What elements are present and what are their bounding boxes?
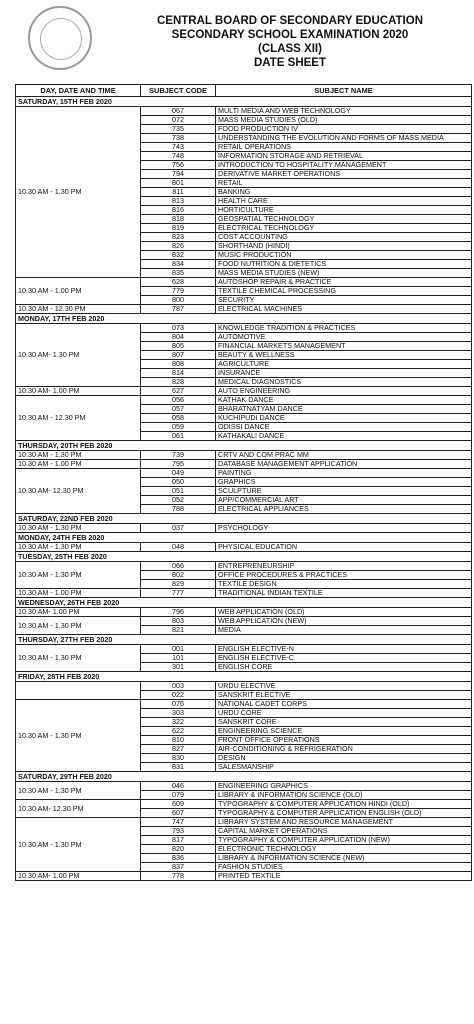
subject-name: PSYCHOLOGY [216,524,472,533]
table-row [16,645,472,654]
subject-code: 803 [141,617,216,626]
table-row [16,782,472,791]
subject-name: DERIVATIVE MARKET OPERATIONS [216,170,472,179]
subject-name: ENGINEERING GRAPHICS [216,782,472,791]
table-header-row [16,85,472,97]
exam-time: 10.30 AM - 1.30 PM [16,562,141,589]
subject-name: OFFICE PROCEDURES & PRACTICES [216,571,472,580]
subject-code: 048 [141,543,216,552]
table-row [16,469,472,478]
subject-code: 301 [141,663,216,672]
subject-name: ENGLISH ELECTIVE-N [216,645,472,654]
subject-code: 813 [141,197,216,206]
exam-time: 10.30 AM - 1.30 PM [16,700,141,772]
subject-code: 101 [141,654,216,663]
subject-code: 073 [141,324,216,333]
subject-name: URDU CORE [216,709,472,718]
subject-name: DESIGN [216,754,472,763]
subject-code: 003 [141,682,216,691]
subject-code: 802 [141,571,216,580]
subject-name: TEXTILE CHEMICAL PROCESSING [216,287,472,296]
subject-name: PAINTING [216,469,472,478]
table-row [16,387,472,396]
subject-code: 814 [141,369,216,378]
subject-name: LIBRARY & INFORMATION SCIENCE (OLD) [216,791,472,800]
exam-time: 10.30 AM- 1.00 PM [16,872,141,881]
subject-code: 793 [141,827,216,836]
exam-time: 10.30 AM - 12.30 PM [16,305,141,314]
exam-time: 10.30 AM - 1.30 PM [16,524,141,533]
subject-code: 743 [141,143,216,152]
subject-name: CRTV AND COM PRAC MM [216,451,472,460]
subject-name: WEB APPLICATION (OLD) [216,608,472,617]
day-header-row [16,552,472,562]
day-label: THURSDAY, 27TH FEB 2020 [16,635,472,645]
subject-code: 735 [141,125,216,134]
subject-name: BEAUTY & WELLNESS [216,351,472,360]
subject-name: BHARATNATYAM DANCE [216,405,472,414]
subject-name: LIBRARY & INFORMATION SCIENCE (NEW) [216,854,472,863]
day-header-row [16,772,472,782]
table-row [16,543,472,552]
table-row [16,396,472,405]
subject-code: 817 [141,836,216,845]
table-row [16,617,472,626]
subject-name: ELECTRICAL MACHINES [216,305,472,314]
subject-code: 828 [141,378,216,387]
subject-name: LIBRARY SYSTEM AND RESOURCE MANAGEMENT [216,818,472,827]
subject-code: 322 [141,718,216,727]
subject-code: 076 [141,700,216,709]
exam-time: 10.30 AM - 1.00 PM [16,278,141,305]
subject-name: MEDIA [216,626,472,635]
subject-name: SANSKRIT ELECTIVE [216,691,472,700]
subject-code: 819 [141,224,216,233]
exam-time: 10.30 AM- 1.00 PM [16,387,141,396]
table-row [16,608,472,617]
subject-name: INTRODUCTION TO HOSPITALITY MANAGEMENT [216,161,472,170]
subject-name: ODISSI DANCE [216,423,472,432]
subject-code: 794 [141,170,216,179]
subject-name: INFORMATION STORAGE AND RETRIEVAL [216,152,472,161]
exam-time: 10.30 AM - 1.30 PM [16,107,141,278]
subject-name: MEDICAL DIAGNOSTICS [216,378,472,387]
subject-name: PHYSICAL EDUCATION [216,543,472,552]
subject-code: 627 [141,387,216,396]
subject-code: 079 [141,791,216,800]
subject-code: 831 [141,763,216,772]
subject-code: 609 [141,800,216,809]
subject-code: 810 [141,736,216,745]
day-label: TUESDAY, 25TH FEB 2020 [16,552,472,562]
subject-name: HORTICULTURE [216,206,472,215]
exam-time: 10.30 AM - 1.00 PM [16,589,141,598]
subject-name: MASS MEDIA STUDIES (OLD) [216,116,472,125]
table-row [16,589,472,598]
subject-name: DATABASE MANAGEMENT APPLICATION [216,460,472,469]
subject-name: TYPOGRAPHY & COMPUTER APPLICATION HINDI (OLD) [216,800,472,809]
subject-name: SANSKRIT CORE [216,718,472,727]
exam-time: 10.30 AM- 1.00 PM [16,608,141,617]
day-header-row [16,441,472,451]
subject-code: 057 [141,405,216,414]
exam-time: 10.30 AM - 1.30 PM [16,818,141,872]
table-row [16,800,472,809]
cbse-seal-icon [28,6,92,70]
exam-time: 10.30 AM - 1.30 PM [16,451,141,460]
column-header-subject: SUBJECT NAME [216,85,472,97]
subject-name: MASS MEDIA STUDIES (NEW) [216,269,472,278]
subject-name: MULTI MEDIA AND WEB TECHNOLOGY [216,107,472,116]
subject-name: TYPOGRAPHY & COMPUTER APPLICATION (NEW) [216,836,472,845]
subject-name: UNDERSTANDING THE EVOLUTION AND FORMS OF MASS MEDIA [216,134,472,143]
subject-code: 628 [141,278,216,287]
subject-name: APP/COMMERCIAL ART [216,496,472,505]
subject-name: INSURANCE [216,369,472,378]
subject-code: 072 [141,116,216,125]
table-row [16,700,472,709]
subject-code: 066 [141,562,216,571]
exam-time: 10.30 AM- 12.30 PM [16,469,141,514]
subject-code: 001 [141,645,216,654]
day-label: SATURDAY, 29TH FEB 2020 [16,772,472,782]
subject-code: 056 [141,396,216,405]
subject-code: 821 [141,626,216,635]
subject-name: ELECTRICAL APPLIANCES [216,505,472,514]
subject-name: TEXTILE DESIGN [216,580,472,589]
subject-name: RETAIL OPERATIONS [216,143,472,152]
subject-code: 816 [141,206,216,215]
subject-code: 832 [141,251,216,260]
exam-time: 10.30 AM - 12.30 PM [16,396,141,441]
subject-name: FOOD PRODUCTION IV [216,125,472,134]
subject-code: 779 [141,287,216,296]
subject-code: 830 [141,754,216,763]
subject-name: AUTOSHOP REPAIR & PRACTICE [216,278,472,287]
title-line-1: CENTRAL BOARD OF SECONDARY EDUCATION [157,15,423,27]
exam-time: 10.30 AM- 12.30 PM [16,800,141,818]
subject-code: 829 [141,580,216,589]
table-row [16,305,472,314]
subject-name: BANKING [216,188,472,197]
table-row [16,460,472,469]
day-label: FRIDAY, 28TH FEB 2020 [16,672,472,682]
subject-code: 046 [141,782,216,791]
subject-name: SALESMANSHIP [216,763,472,772]
exam-time: 10.30 AM - 1.00 PM [16,460,141,469]
subject-code: 777 [141,589,216,598]
subject-name: ENTREPRENEURSHIP [216,562,472,571]
day-header-row [16,97,472,107]
table-row [16,818,472,827]
subject-code: 836 [141,854,216,863]
subject-name: KNOWLEDGE TRADITION & PRACTICES [216,324,472,333]
column-header-code: SUBJECT CODE [141,85,216,97]
subject-name: RETAIL [216,179,472,188]
exam-time: 10.30 AM - 1.30 PM [16,543,141,552]
day-label: MONDAY, 17TH FEB 2020 [16,314,472,324]
day-header-row [16,635,472,645]
subject-code: 778 [141,872,216,881]
table-row [16,682,472,691]
subject-name: KATHAKALI DANCE [216,432,472,441]
subject-name: NATIONAL CADET CORPS [216,700,472,709]
document-header [0,0,474,80]
subject-code: 037 [141,524,216,533]
subject-code: 067 [141,107,216,116]
day-label: MONDAY, 24TH FEB 2020 [16,533,472,543]
subject-code: 826 [141,242,216,251]
subject-code: 303 [141,709,216,718]
subject-name: WEB APPLICATION (NEW) [216,617,472,626]
subject-name: FRONT OFFICE OPERATIONS [216,736,472,745]
title-line-3: (CLASS XII) [258,43,322,55]
subject-name: MUSIC PRODUCTION [216,251,472,260]
subject-name: GRAPHICS [216,478,472,487]
day-header-row [16,514,472,524]
subject-code: 756 [141,161,216,170]
subject-name: SHORTHAND (HINDI) [216,242,472,251]
subject-code: 052 [141,496,216,505]
subject-name: FOOD NUTRITION & DIETETICS [216,260,472,269]
subject-code: 050 [141,478,216,487]
day-header-row [16,598,472,608]
subject-name: AUTOMOTIVE [216,333,472,342]
table-row [16,524,472,533]
subject-name: CAPITAL MARKET OPERATIONS [216,827,472,836]
subject-code: 738 [141,134,216,143]
subject-name: GEOSPATIAL TECHNOLOGY [216,215,472,224]
subject-code: 051 [141,487,216,496]
subject-code: 835 [141,269,216,278]
title-line-4: DATE SHEET [254,57,326,69]
subject-name: COST ACCOUNTING [216,233,472,242]
subject-name: HEALTH CARE [216,197,472,206]
day-header-row [16,672,472,682]
subject-code: 748 [141,152,216,161]
subject-code: 804 [141,333,216,342]
subject-name: ENGLISH CORE [216,663,472,672]
exam-time: 10.30 AM - 1.30 PM [16,617,141,635]
subject-code: 061 [141,432,216,441]
exam-time: 10.30 AM- 1.30 PM [16,324,141,387]
subject-code: 807 [141,351,216,360]
subject-name: ELECTRICAL TECHNOLOGY [216,224,472,233]
subject-code: 747 [141,818,216,827]
subject-name: AGRICULTURE [216,360,472,369]
subject-name: SCULPTURE [216,487,472,496]
subject-code: 622 [141,727,216,736]
table-row [16,562,472,571]
subject-code: 022 [141,691,216,700]
subject-name: AUTO ENGINEERING [216,387,472,396]
table-row [16,278,472,287]
subject-name: ENGINEERING SCIENCE [216,727,472,736]
subject-code: 607 [141,809,216,818]
date-sheet-body [16,97,472,881]
table-row [16,872,472,881]
subject-code: 049 [141,469,216,478]
subject-code: 823 [141,233,216,242]
subject-code: 795 [141,460,216,469]
subject-name: FASHION STUDIES [216,863,472,872]
day-header-row [16,533,472,543]
subject-code: 796 [141,608,216,617]
subject-code: 788 [141,505,216,514]
table-row [16,107,472,116]
subject-name: KUCHIPUDI DANCE [216,414,472,423]
day-label: SATURDAY, 15TH FEB 2020 [16,97,472,107]
exam-time: 10.30 AM - 1.30 PM [16,645,141,672]
subject-name: FINANCIAL MARKETS MANAGEMENT [216,342,472,351]
subject-code: 837 [141,863,216,872]
subject-code: 787 [141,305,216,314]
subject-name: URDU ELECTIVE [216,682,472,691]
exam-time [16,682,141,700]
subject-name: TYPOGRAPHY & COMPUTER APPLICATION ENGLISH (OLD) [216,809,472,818]
exam-time: 10.30 AM - 1.30 PM [16,782,141,800]
subject-code: 820 [141,845,216,854]
document-title [110,14,470,70]
subject-name: TRADITIONAL INDIAN TEXTILE [216,589,472,598]
subject-code: 805 [141,342,216,351]
subject-name: ELECTRONIC TECHNOLOGY [216,845,472,854]
subject-code: 808 [141,360,216,369]
subject-code: 801 [141,179,216,188]
subject-code: 827 [141,745,216,754]
table-row [16,451,472,460]
column-header-day: DAY, DATE AND TIME [16,85,141,97]
subject-name: AIR-CONDITIONING & REFRIGERATION [216,745,472,754]
day-label: THURSDAY, 20TH FEB 2020 [16,441,472,451]
day-label: SATURDAY, 22ND FEB 2020 [16,514,472,524]
day-header-row [16,314,472,324]
subject-code: 739 [141,451,216,460]
subject-code: 834 [141,260,216,269]
table-row [16,324,472,333]
subject-code: 800 [141,296,216,305]
subject-name: SECURITY [216,296,472,305]
subject-name: KATHAK DANCE [216,396,472,405]
subject-name: PRINTED TEXTILE [216,872,472,881]
subject-code: 818 [141,215,216,224]
subject-code: 811 [141,188,216,197]
title-line-2: SECONDARY SCHOOL EXAMINATION 2020 [171,29,409,41]
subject-name: ENGLISH ELECTIVE-C [216,654,472,663]
date-sheet-table [15,84,472,881]
subject-code: 058 [141,414,216,423]
day-label: WEDNESDAY, 26TH FEB 2020 [16,598,472,608]
subject-code: 059 [141,423,216,432]
